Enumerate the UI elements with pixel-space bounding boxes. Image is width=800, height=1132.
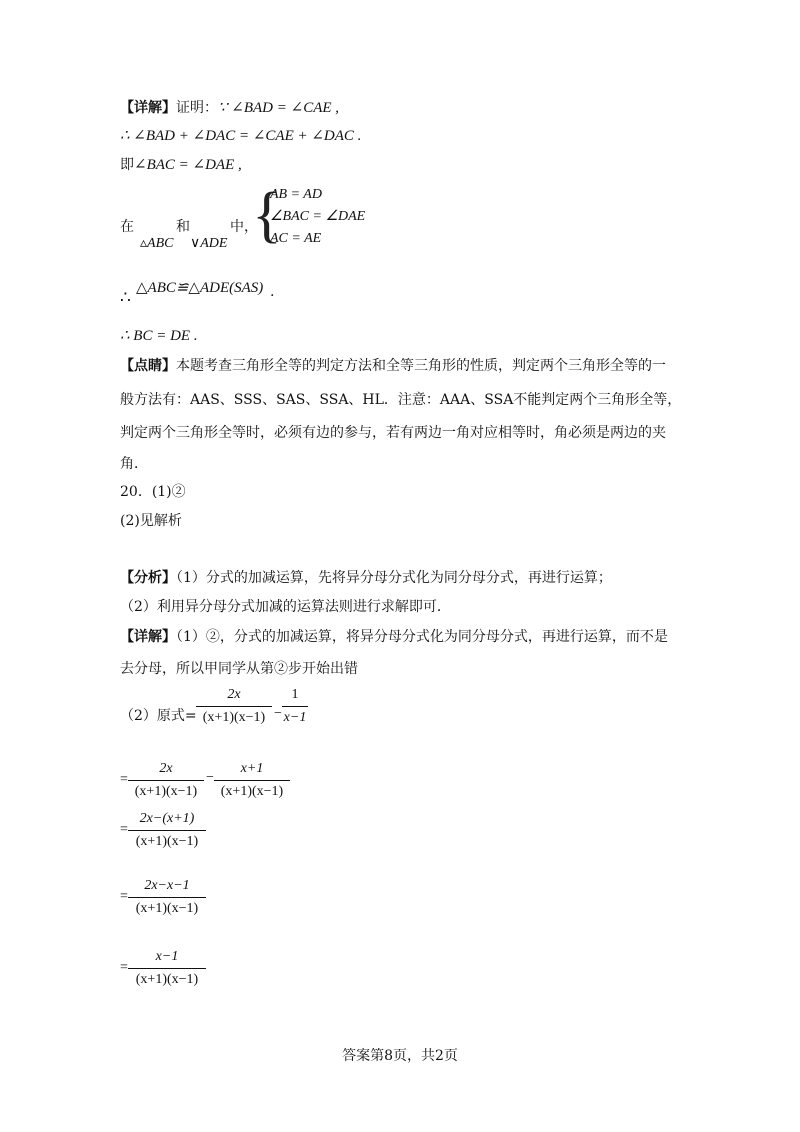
remark-line-2: 般方法有：AAS、SSS、SAS、SSA、HL．注意：AAA、SSA不能判定两个三角形全等，: [120, 392, 682, 408]
therefore-symbol: ∴: [120, 288, 131, 308]
congruence-statement: △ABC≌△ADE(SAS): [136, 280, 264, 296]
step0-den-2: x−1: [283, 710, 307, 725]
step2-equals: =: [120, 822, 128, 837]
step3-fraction: [128, 877, 206, 918]
detail2-tag: 【详解】: [120, 629, 176, 645]
step4-fraction: [128, 948, 206, 989]
remark-line-4: 角．: [120, 456, 148, 472]
step1-fraction-2: [214, 760, 290, 801]
detail-line-1: [120, 98, 339, 118]
step2-fraction: [128, 810, 206, 851]
angle-equality-given: ∵ ∠BAD = ∠CAE ,: [218, 100, 340, 116]
remark-text-1: 本题考查三角形全等的判定方法和全等三角形的性质，判定两个三角形全等的一: [176, 358, 666, 374]
conclusion-line: ∴ BC = DE .: [120, 328, 198, 344]
step1-num-1: 2x: [159, 761, 173, 776]
equation-system: [270, 184, 365, 250]
detail2-line-1: [120, 627, 668, 647]
step0-den-1: (x+1)(x−1): [202, 710, 266, 725]
namely-prefix: 即: [120, 157, 134, 173]
step3-den: (x+1)(x−1): [135, 901, 199, 916]
proof-prefix: 证明：: [176, 100, 218, 116]
step0-num-1: 2x: [227, 687, 241, 702]
question-20-part2: (2)见解析: [120, 513, 182, 529]
step1-den-1: (x+1)(x−1): [134, 784, 198, 799]
in-text: 在: [120, 219, 134, 235]
step2-den: (x+1)(x−1): [135, 834, 199, 849]
step4-num: x−1: [155, 949, 179, 964]
angle-sum-line: ∴ ∠BAD + ∠DAC = ∠CAE + ∠DAC .: [120, 128, 362, 144]
analysis-tag: 【分析】: [120, 570, 176, 586]
system-eq-2: ∠BAC = ∠DAE: [270, 209, 366, 224]
fraction-bar: [128, 830, 206, 831]
step1-num-2: x+1: [240, 761, 264, 776]
analysis-line-1: [120, 568, 612, 588]
step1-den-2: (x+1)(x−1): [220, 784, 284, 799]
step1-minus: −: [206, 770, 214, 785]
original-expression-prefix: （2）原式=: [120, 708, 197, 724]
angle-equality-result: ∠BAC = ∠DAE ,: [134, 157, 242, 173]
step3-num: 2x−x−1: [144, 878, 190, 893]
question-20-answer: 20．(1)②: [120, 484, 186, 500]
step0-minus: −: [274, 706, 282, 721]
step4-equals: =: [120, 960, 128, 975]
analysis-line-2: （2）利用异分母分式加减的运算法则进行求解即可．: [120, 599, 451, 615]
detail2-text-1: （1）②，分式的加减运算，将异分母分式化为同分母分式，再进行运算，而不是: [176, 629, 668, 645]
fraction-bar: [282, 706, 308, 707]
step4-den: (x+1)(x−1): [135, 972, 199, 987]
detail-line-3: [120, 155, 242, 175]
remark-line-1: [120, 356, 666, 376]
fraction-bar: [128, 780, 204, 781]
triangle-ade-label: ∨ADE: [190, 236, 228, 251]
remark-tag: 【点睛】: [120, 358, 176, 374]
step2-num: 2x−(x+1): [139, 811, 195, 826]
step0-fraction-2: [282, 686, 308, 727]
system-eq-1: AB = AD: [270, 187, 322, 202]
fraction-bar: [214, 780, 290, 781]
congruence-end: .: [270, 284, 275, 300]
step3-equals: =: [120, 889, 128, 904]
detail2-line-2: 去分母，所以甲同学从第②步开始出错: [120, 661, 358, 677]
mid-text: 中，: [230, 219, 258, 235]
fraction-bar: [128, 968, 206, 969]
step1-equals: =: [120, 772, 128, 787]
fraction-bar: [196, 706, 272, 707]
fraction-bar: [128, 897, 206, 898]
and-text: 和: [176, 219, 190, 235]
detail-tag: 【详解】: [120, 100, 176, 116]
page-footer: 答案第8页，共2页: [342, 1048, 458, 1064]
analysis-text-1: （1）分式的加减运算，先将异分母分式化为同分母分式，再进行运算；: [176, 570, 612, 586]
step0-num-2: 1: [291, 687, 299, 702]
system-eq-3: AC = AE: [270, 231, 322, 246]
step0-fraction-1: [196, 686, 272, 727]
triangle-abc-label: ▵ABC: [140, 236, 174, 251]
remark-line-3: 判定两个三角形全等时，必须有边的参与，若有两边一角对应相等时，角必须是两边的夹: [120, 425, 666, 441]
step1-fraction-1: [128, 760, 204, 801]
system-brace: {: [252, 181, 282, 249]
